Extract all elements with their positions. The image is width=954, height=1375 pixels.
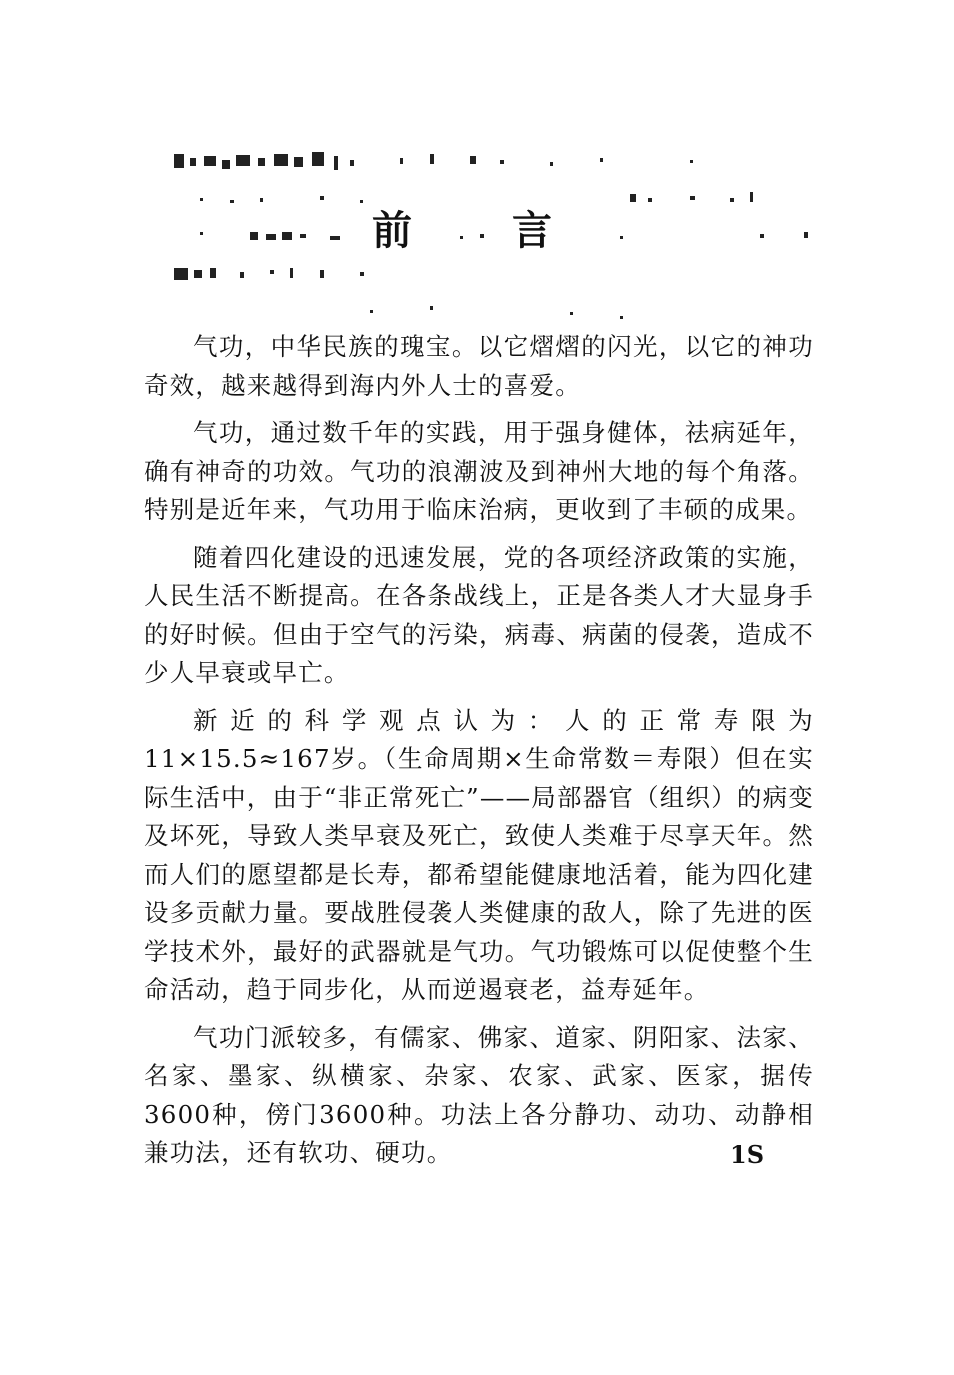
paragraph-2: 气功，通过数千年的实践，用于强身健体，祛病延年，确有神奇的功效。气功的浪潮波及到神州大地的每个角落。特别是近年来，气功用于临床治病，更收到了丰硕的成果。 [144, 418, 814, 524]
paragraph-3: 随着四化建设的迅速发展，党的各项经济政策的实施，人民生活不断提高。在各条战线上，正是各类人才大显身手的好时候。但由于空气的污染，病毒、病菌的侵袭，造成不少人早衰或早亡。 [144, 542, 814, 687]
paragraph-1: 气功，中华民族的瑰宝。以它熠熠的闪光，以它的神功奇效，越来越得到海内外人士的喜爱。 [144, 332, 814, 400]
preface-body [144, 328, 814, 1173]
title-char-1: 前 [372, 207, 412, 254]
title-char-2: 言 [512, 207, 552, 254]
page-number: 1S [730, 1140, 765, 1169]
paragraph-4: 新近的科学观点认为：人的正常寿限为11×15.5≈167岁。（生命周期×生命常数＝寿限）但在实际生活中，由于“非正常死亡”——局部器官（组织）的病变及坏死，导致人类早衰及死亡，致使人类难于尽享天年。然而人们的愿望都是长寿，都希望能健康地活着，能为四化建设多贡献力量。要战胜侵袭人类健康的敌人，除了先进的医学技术外，最好的武器就是气功。气功锻炼可以促使整个生命活动，趋于同步化，从而逆遏衰老，益寿延年。 [144, 705, 814, 1004]
preface-title [0, 196, 954, 266]
paragraph-5: 气功门派较多，有儒家、佛家、道家、阴阳家、法家、名家、墨家、纵横家、杂家、农家、武家、医家，据传3600种，傍门3600种。功法上各分静功、动功、动静相兼功法，还有软功、硬功。 [144, 1022, 814, 1167]
